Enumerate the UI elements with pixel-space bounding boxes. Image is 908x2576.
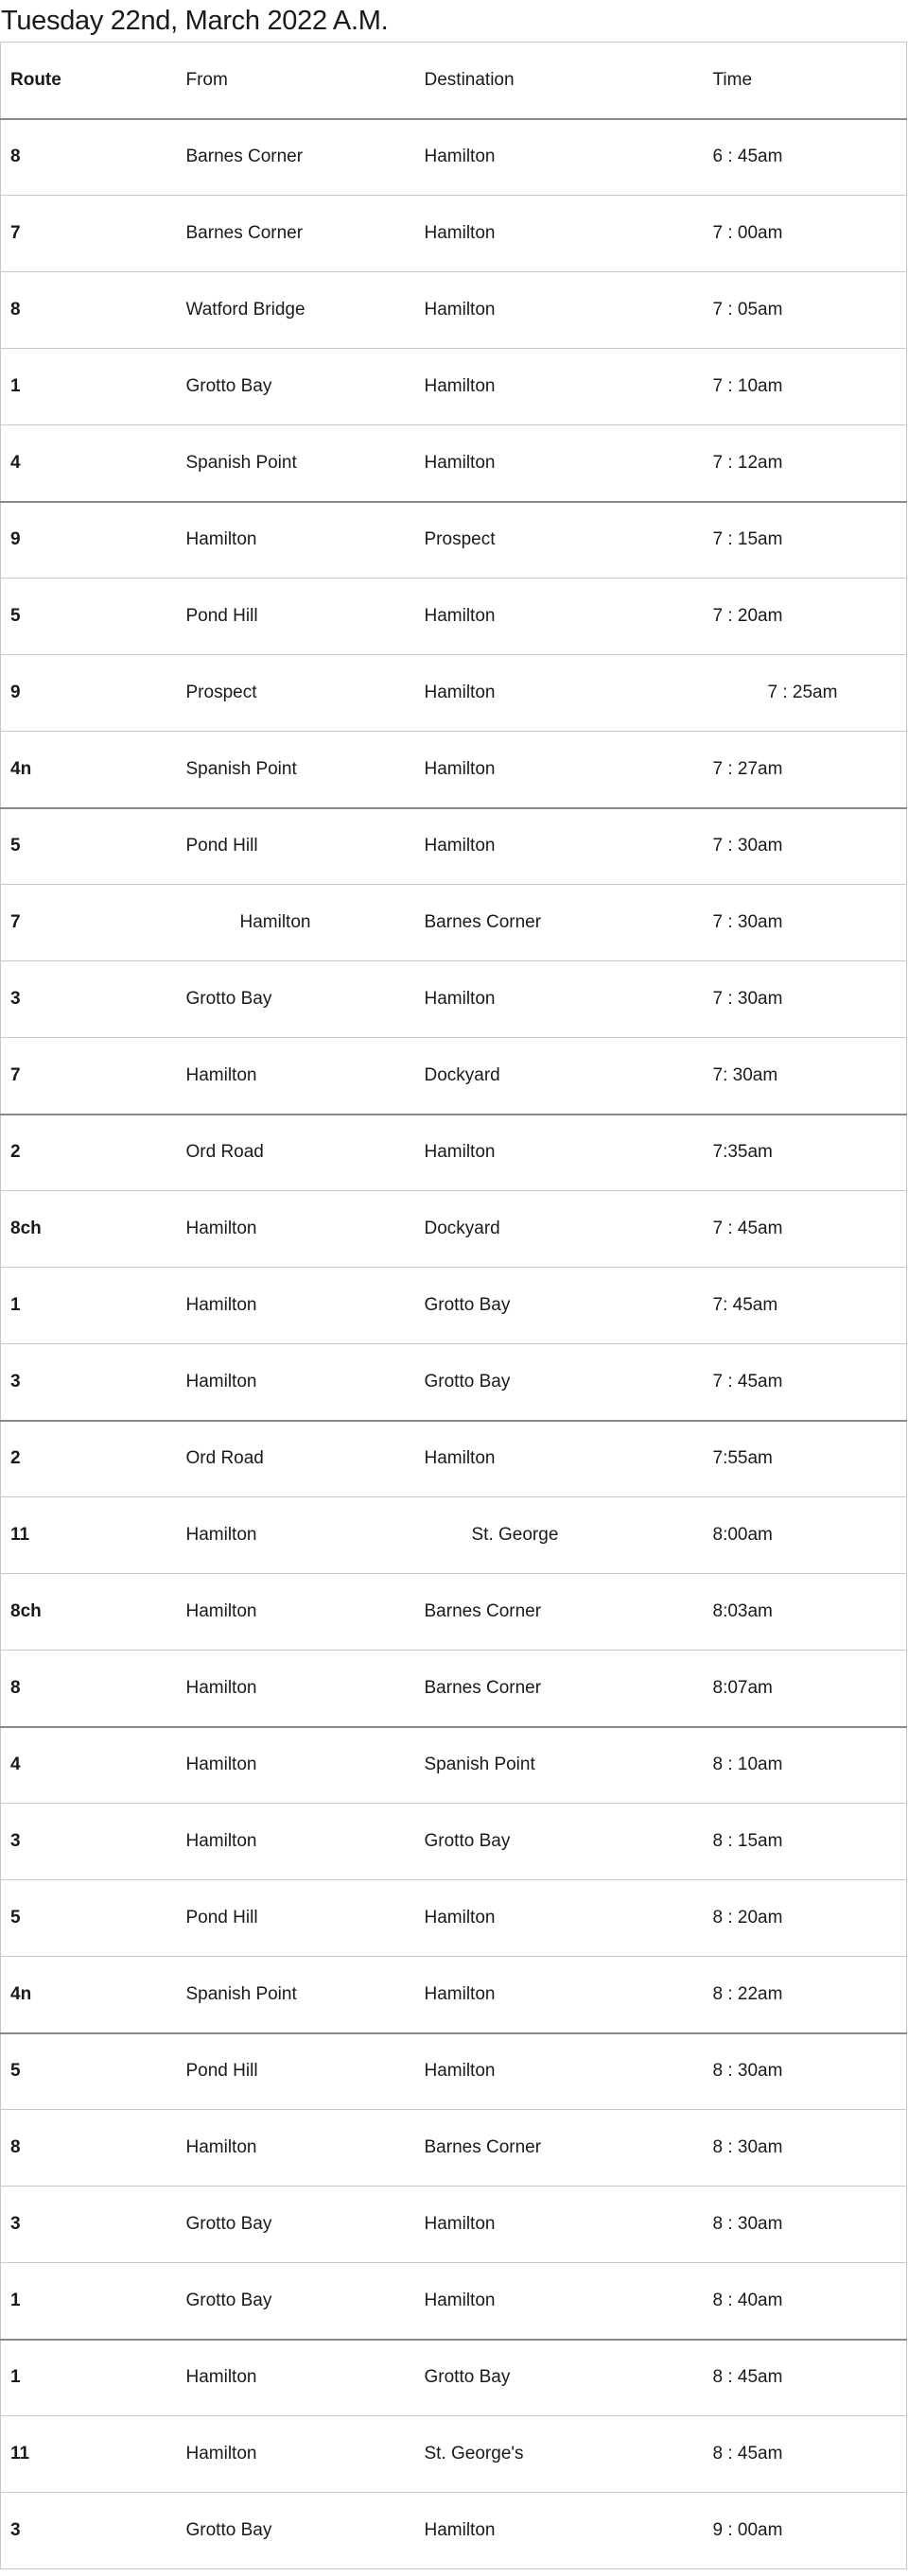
time-cell: 7 : 25am [704,655,907,732]
time-cell: 7:55am [704,1421,907,1497]
from-cell: Spanish Point [177,1957,415,2033]
route-cell: 5 [1,808,177,885]
route-cell: 3 [1,1344,177,1421]
table-row [1,2110,907,2187]
destination-cell: Hamilton [415,425,704,502]
table-row [1,1957,907,2033]
table-row [1,1115,907,1191]
table-row [1,1880,907,1957]
destination-cell: Hamilton [415,1115,704,1191]
from-cell: Hamilton [177,1727,415,1804]
route-cell: 1 [1,2340,177,2416]
from-cell: Grotto Bay [177,2493,415,2569]
time-cell: 7 : 30am [704,961,907,1038]
from-cell: Spanish Point [177,732,415,808]
from-cell: Grotto Bay [177,2263,415,2340]
from-cell: Grotto Bay [177,2187,415,2263]
destination-cell: Hamilton [415,1957,704,2033]
from-cell: Hamilton [177,1804,415,1880]
route-cell: 8 [1,2110,177,2187]
table-row [1,196,907,272]
time-cell: 7 : 15am [704,502,907,579]
time-cell: 7 : 10am [704,349,907,425]
destination-cell: Hamilton [415,272,704,349]
time-cell: 8:07am [704,1651,907,1727]
time-cell: 7 : 12am [704,425,907,502]
destination-cell: Spanish Point [415,1727,704,1804]
destination-cell: Grotto Bay [415,1268,704,1344]
from-cell: Grotto Bay [177,961,415,1038]
table-row [1,655,907,732]
table-row [1,2263,907,2340]
from-cell: Hamilton [177,502,415,579]
route-cell: 1 [1,349,177,425]
destination-cell: Hamilton [415,961,704,1038]
from-cell: Hamilton [177,1651,415,1727]
time-cell: 8 : 22am [704,1957,907,2033]
table-row [1,1268,907,1344]
time-cell: 7:35am [704,1115,907,1191]
bus-timetable [0,42,907,2569]
route-cell: 11 [1,2416,177,2493]
column-header-from: From [185,69,228,90]
table-row [1,1804,907,1880]
table-row [1,2416,907,2493]
route-cell: 8 [1,1651,177,1727]
route-cell: 1 [1,2263,177,2340]
from-cell: Barnes Corner [177,196,415,272]
from-cell: Hamilton [177,885,415,961]
table-row [1,1497,907,1574]
from-cell: Hamilton [177,1268,415,1344]
destination-cell: Barnes Corner [415,885,704,961]
from-cell: Ord Road [177,1421,415,1497]
table-header-row [1,43,907,119]
table-row [1,732,907,808]
destination-cell: Hamilton [415,2187,704,2263]
route-cell: 2 [1,1115,177,1191]
from-cell: Barnes Corner [177,119,415,196]
column-header-time: Time [712,69,753,90]
table-row [1,885,907,961]
time-cell: 7 : 20am [704,579,907,655]
time-cell: 8 : 20am [704,1880,907,1957]
route-cell: 7 [1,1038,177,1115]
destination-cell: St. George [415,1497,704,1574]
destination-cell: Grotto Bay [415,1344,704,1421]
route-cell: 4n [1,732,177,808]
table-row [1,425,907,502]
table-row [1,2033,907,2110]
destination-cell: Hamilton [415,119,704,196]
destination-cell: Hamilton [415,196,704,272]
destination-cell: Grotto Bay [415,2340,704,2416]
route-cell: 1 [1,1268,177,1344]
route-cell: 3 [1,961,177,1038]
from-cell: Hamilton [177,2110,415,2187]
route-cell: 9 [1,502,177,579]
table-row [1,808,907,885]
from-cell: Spanish Point [177,425,415,502]
from-cell: Grotto Bay [177,349,415,425]
table-row [1,1191,907,1268]
time-cell: 7 : 30am [704,885,907,961]
table-row [1,119,907,196]
route-cell: 8ch [1,1574,177,1651]
table-row [1,2340,907,2416]
from-cell: Watford Bridge [177,272,415,349]
time-cell: 7 : 05am [704,272,907,349]
table-row [1,1727,907,1804]
destination-cell: Barnes Corner [415,1574,704,1651]
destination-cell: Prospect [415,502,704,579]
route-cell: 3 [1,2187,177,2263]
destination-cell: Hamilton [415,1880,704,1957]
table-row [1,1421,907,1497]
from-cell: Hamilton [177,1497,415,1574]
time-cell: 7 : 00am [704,196,907,272]
table-row [1,579,907,655]
destination-cell: Hamilton [415,655,704,732]
time-cell: 9 : 00am [704,2493,907,2569]
column-header-destination: Destination [424,69,515,90]
table-row [1,1344,907,1421]
route-cell: 7 [1,885,177,961]
route-cell: 8 [1,272,177,349]
route-cell: 5 [1,1880,177,1957]
from-cell: Ord Road [177,1115,415,1191]
route-cell: 3 [1,1804,177,1880]
time-cell: 6 : 45am [704,119,907,196]
destination-cell: Hamilton [415,579,704,655]
time-cell: 7 : 30am [704,808,907,885]
destination-cell: Hamilton [415,1421,704,1497]
time-cell: 8:00am [704,1497,907,1574]
time-cell: 8 : 45am [704,2416,907,2493]
time-cell: 7: 30am [704,1038,907,1115]
destination-cell: Barnes Corner [415,2110,704,2187]
from-cell: Hamilton [177,2416,415,2493]
destination-cell: Hamilton [415,2033,704,2110]
table-row [1,1574,907,1651]
destination-cell: Hamilton [415,808,704,885]
destination-cell: St. George's [415,2416,704,2493]
destination-cell: Hamilton [415,732,704,808]
route-cell: 11 [1,1497,177,1574]
time-cell: 7 : 45am [704,1191,907,1268]
time-cell: 8 : 30am [704,2110,907,2187]
from-cell: Prospect [177,655,415,732]
route-cell: 4n [1,1957,177,2033]
time-cell: 8 : 15am [704,1804,907,1880]
time-cell: 8:03am [704,1574,907,1651]
destination-cell: Dockyard [415,1038,704,1115]
from-cell: Pond Hill [177,1880,415,1957]
destination-cell: Barnes Corner [415,1651,704,1727]
destination-cell: Hamilton [415,2493,704,2569]
time-cell: 7 : 27am [704,732,907,808]
route-cell: 7 [1,196,177,272]
route-cell: 3 [1,2493,177,2569]
route-cell: 5 [1,579,177,655]
table-row [1,2493,907,2569]
page-title: Tuesday 22nd, March 2022 A.M. [1,6,389,36]
route-cell: 9 [1,655,177,732]
destination-cell: Grotto Bay [415,1804,704,1880]
time-cell: 7 : 45am [704,1344,907,1421]
table-row [1,272,907,349]
route-cell: 5 [1,2033,177,2110]
from-cell: Hamilton [177,1191,415,1268]
destination-cell: Hamilton [415,2263,704,2340]
from-cell: Pond Hill [177,2033,415,2110]
time-cell: 8 : 40am [704,2263,907,2340]
time-cell: 8 : 10am [704,1727,907,1804]
from-cell: Hamilton [177,1574,415,1651]
route-cell: 4 [1,1727,177,1804]
time-cell: 8 : 45am [704,2340,907,2416]
table-row [1,961,907,1038]
table-row [1,2187,907,2263]
table-row [1,502,907,579]
destination-cell: Hamilton [415,349,704,425]
time-cell: 7: 45am [704,1268,907,1344]
table-row [1,349,907,425]
route-cell: 8ch [1,1191,177,1268]
column-header-route: Route [10,69,61,90]
table-row [1,1651,907,1727]
route-cell: 2 [1,1421,177,1497]
from-cell: Hamilton [177,1038,415,1115]
time-cell: 8 : 30am [704,2187,907,2263]
from-cell: Pond Hill [177,579,415,655]
from-cell: Hamilton [177,1344,415,1421]
route-cell: 8 [1,119,177,196]
table-row [1,1038,907,1115]
from-cell: Hamilton [177,2340,415,2416]
route-cell: 4 [1,425,177,502]
from-cell: Pond Hill [177,808,415,885]
destination-cell: Dockyard [415,1191,704,1268]
time-cell: 8 : 30am [704,2033,907,2110]
